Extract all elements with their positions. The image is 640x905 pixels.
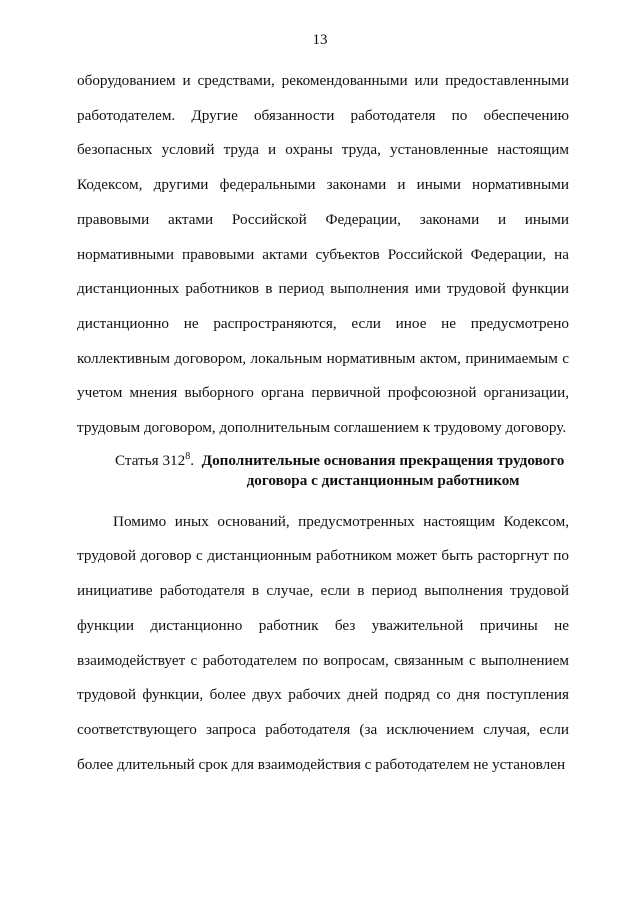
paragraph-continuation: оборудованием и средствами, рекомендованными или предоставленными работодателем. Другие обязанности работодателя по обеспечению безопасных условий труда и охраны труда, установленные настоящим Кодексом, другими федеральными законами и иными нормативными правовыми актами Российской Федерации, законами и иными нормативными правовыми актами субъектов Российской Федерации, на дистанционных работников в период выполнения ими трудовой функции дистанционно не распространяются, если иное не предусмотрено коллективным договором, локальным нормативным актом, принимаемым с учетом мнения выборного органа первичной профсоюзной организации, трудовым договором, дополнительным соглашением к трудовому договору. xyxy=(77,72,569,437)
article-superscript: 8 xyxy=(185,450,191,462)
article-title: Дополнительные основания прекращения трудового договора с дистанционным работником xyxy=(201,451,565,489)
document-body xyxy=(77,64,569,782)
article-paragraph: Помимо иных оснований, предусмотренных настоящим Кодексом, трудовой договор с дистанционным работником может быть расторгнут по инициативе работодателя в случае, если в период выполнения трудовой функции дистанционно работник без уважительной причины не взаимодействует с работодателем по вопросам, связанным с выполнением трудовой функции, более двух рабочих дней подряд со дня поступления соответствующего запроса работодателя (за исключением случая, если более длительный срок для взаимодействия с работодателем не установлен xyxy=(77,512,569,773)
article-number: Статья $312^8$. xyxy=(115,450,195,469)
article-heading xyxy=(77,451,569,491)
page-number: 13 xyxy=(312,32,328,48)
